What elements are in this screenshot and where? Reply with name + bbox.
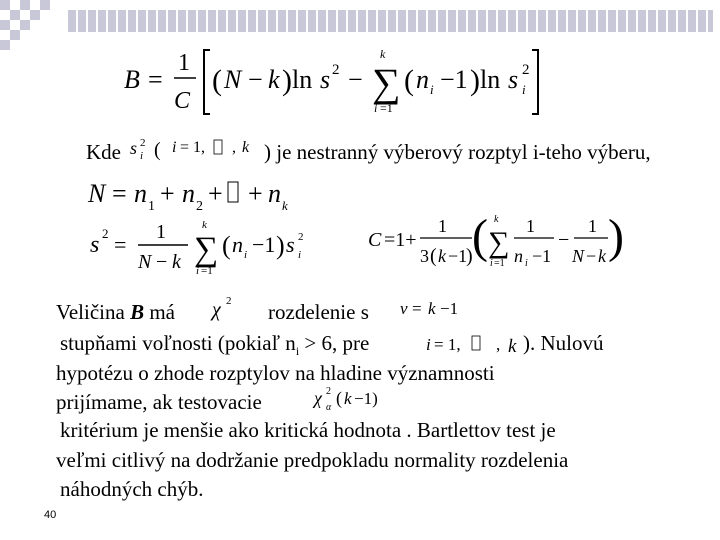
para-line-2-text-b: > 6, pre [304, 331, 370, 355]
svg-text:(: ( [472, 210, 488, 263]
svg-text:i: i [525, 258, 528, 269]
svg-text:(: ( [404, 64, 414, 97]
svg-text:k: k [172, 251, 181, 273]
svg-text:i: i [426, 335, 431, 354]
svg-text:1: 1 [588, 216, 597, 236]
para-line-1-rest: rozdelenie s [268, 300, 369, 324]
svg-text:+: + [208, 179, 223, 208]
decorative-title-bar [68, 10, 713, 32]
svg-text:∑: ∑ [194, 231, 219, 268]
decorative-checker-pattern [0, 0, 60, 60]
svg-text:1: 1 [156, 221, 166, 243]
svg-text:−: − [156, 251, 168, 273]
svg-text:i: i [522, 82, 526, 97]
formula-correction-c [368, 208, 624, 276]
para-line-7: náhodných chýb. [60, 477, 204, 501]
svg-text:= 1,: = 1, [434, 335, 461, 354]
svg-text:i: i [244, 249, 248, 261]
svg-text:−1: −1 [448, 246, 468, 266]
svg-text:): ) [276, 231, 285, 260]
para-line-2 [60, 331, 369, 359]
svg-text:2: 2 [226, 295, 232, 307]
svg-text:N: N [138, 251, 152, 273]
subscript-i: i [295, 344, 300, 359]
where-label: Kde [86, 140, 121, 164]
para-line-2-text: stupňami voľnosti (pokiaľ n [60, 331, 296, 355]
svg-text:): ) [282, 64, 292, 97]
para-line-4: prijímame, ak testovacie [56, 390, 262, 414]
word-velicina: Veličina [56, 300, 125, 324]
svg-text:1: 1 [148, 199, 155, 214]
svg-text:k: k [428, 299, 436, 318]
svg-text:s: s [508, 65, 519, 94]
svg-text:2: 2 [326, 386, 331, 397]
symbol-b: B [130, 300, 145, 324]
formula-pooled-variance [88, 218, 328, 278]
svg-text:i: i [172, 139, 177, 156]
para-line-1 [56, 300, 175, 325]
svg-text:χ: χ [314, 388, 322, 408]
svg-text:∑: ∑ [488, 226, 510, 259]
svg-text:v: v [400, 299, 408, 318]
formula-total-n [88, 176, 308, 216]
svg-text:−: − [558, 229, 570, 251]
svg-text:1: 1 [526, 216, 535, 236]
svg-text:=: = [114, 232, 127, 257]
svg-text:): ) [466, 245, 473, 267]
svg-text:n: n [134, 179, 147, 208]
svg-text:k: k [508, 336, 517, 357]
svg-text:1: 1 [178, 50, 190, 76]
formula-i-range [424, 330, 524, 358]
svg-text:2: 2 [196, 199, 203, 214]
svg-text:+: + [248, 179, 263, 208]
svg-text:(: ( [430, 245, 437, 267]
svg-text:C: C [368, 229, 382, 251]
svg-text:=1: =1 [201, 265, 213, 277]
svg-text:(: ( [222, 231, 231, 260]
formula-degrees-of-freedom [398, 294, 478, 320]
svg-text:i: i [298, 249, 302, 261]
para-line-6: veľmi citlivý na dodržanie predpokladu normality rozdelenia [56, 448, 569, 472]
svg-text:k: k [282, 198, 288, 213]
svg-text:k: k [494, 214, 499, 225]
svg-text:ln: ln [292, 65, 313, 94]
svg-text:n: n [232, 232, 243, 257]
svg-text:B: B [124, 65, 140, 94]
svg-text:2: 2 [522, 62, 530, 78]
svg-text:−1: −1 [440, 65, 468, 94]
svg-text:N: N [572, 246, 585, 266]
svg-text:i: i [374, 101, 378, 115]
svg-text:i: i [430, 82, 434, 97]
svg-text:n: n [182, 179, 195, 208]
svg-text:α: α [326, 402, 332, 413]
page-number: 40 [44, 509, 57, 521]
svg-text:n: n [514, 246, 523, 266]
svg-text:∑: ∑ [372, 60, 401, 105]
svg-text:(: ( [212, 64, 222, 97]
svg-text:−1: −1 [440, 299, 459, 318]
svg-text:=: = [148, 65, 163, 94]
svg-text:N: N [224, 65, 242, 94]
svg-text:k: k [598, 246, 606, 266]
svg-text:s: s [130, 138, 138, 158]
svg-text:3: 3 [420, 246, 429, 266]
svg-text:,: , [496, 335, 501, 354]
svg-text:i: i [490, 258, 493, 269]
svg-text:k: k [344, 389, 352, 408]
svg-text:N: N [88, 179, 106, 208]
svg-text:=1: =1 [380, 101, 393, 115]
svg-text:n: n [268, 179, 281, 208]
formula-chi-squared [210, 294, 240, 320]
word-ma: má [149, 300, 175, 324]
svg-text:−: − [586, 246, 597, 266]
formula-chi-critical [312, 384, 382, 414]
svg-text:=: = [412, 299, 422, 318]
svg-text:−1: −1 [532, 246, 552, 266]
para-line-5: kritérium je menšie ako kritická hodnota . Bartlettov test je [60, 418, 556, 442]
svg-text:k: k [438, 246, 446, 266]
para-line-3: hypotézu o zhode rozptylov na hladine významnosti [56, 361, 495, 385]
svg-text:−1: −1 [252, 232, 276, 257]
svg-text:=: = [112, 179, 127, 208]
svg-text:1: 1 [438, 216, 447, 236]
svg-text:(: ( [336, 388, 342, 408]
svg-text:,: , [232, 139, 236, 156]
svg-text:): ) [608, 210, 624, 263]
svg-text:k: k [202, 219, 207, 231]
svg-text:s: s [286, 232, 295, 257]
svg-text:2: 2 [332, 62, 340, 78]
svg-text:2: 2 [102, 226, 109, 241]
svg-text:ln: ln [480, 65, 501, 94]
svg-text:2: 2 [140, 137, 146, 149]
para-line-2-end: ). Nulovú [523, 331, 604, 355]
svg-text:=1+: =1+ [384, 229, 417, 251]
svg-text:k: k [242, 139, 250, 156]
svg-text:χ: χ [212, 299, 221, 321]
svg-text:s: s [90, 232, 100, 258]
svg-text:k: k [268, 65, 280, 94]
svg-text:−: − [348, 65, 363, 94]
svg-text:i: i [196, 265, 200, 277]
svg-text:=1: =1 [494, 258, 505, 269]
svg-text:k: k [380, 47, 386, 61]
svg-text:+: + [160, 179, 175, 208]
where-description: ) je nestranný výberový rozptyl i-teho výberu, [264, 140, 651, 164]
svg-text:2: 2 [298, 231, 304, 243]
svg-text:n: n [416, 65, 429, 94]
svg-text:): ) [470, 64, 480, 97]
svg-text:s: s [320, 65, 331, 94]
formula-bartlett-statistic [120, 44, 580, 120]
svg-text:C: C [174, 88, 191, 114]
formula-si-squared-inline [128, 134, 268, 164]
svg-text:i: i [140, 150, 144, 162]
svg-text:(: ( [154, 139, 161, 161]
svg-text:−1): −1) [354, 389, 378, 408]
svg-text:= 1,: = 1, [180, 139, 206, 156]
svg-text:−: − [248, 65, 263, 94]
